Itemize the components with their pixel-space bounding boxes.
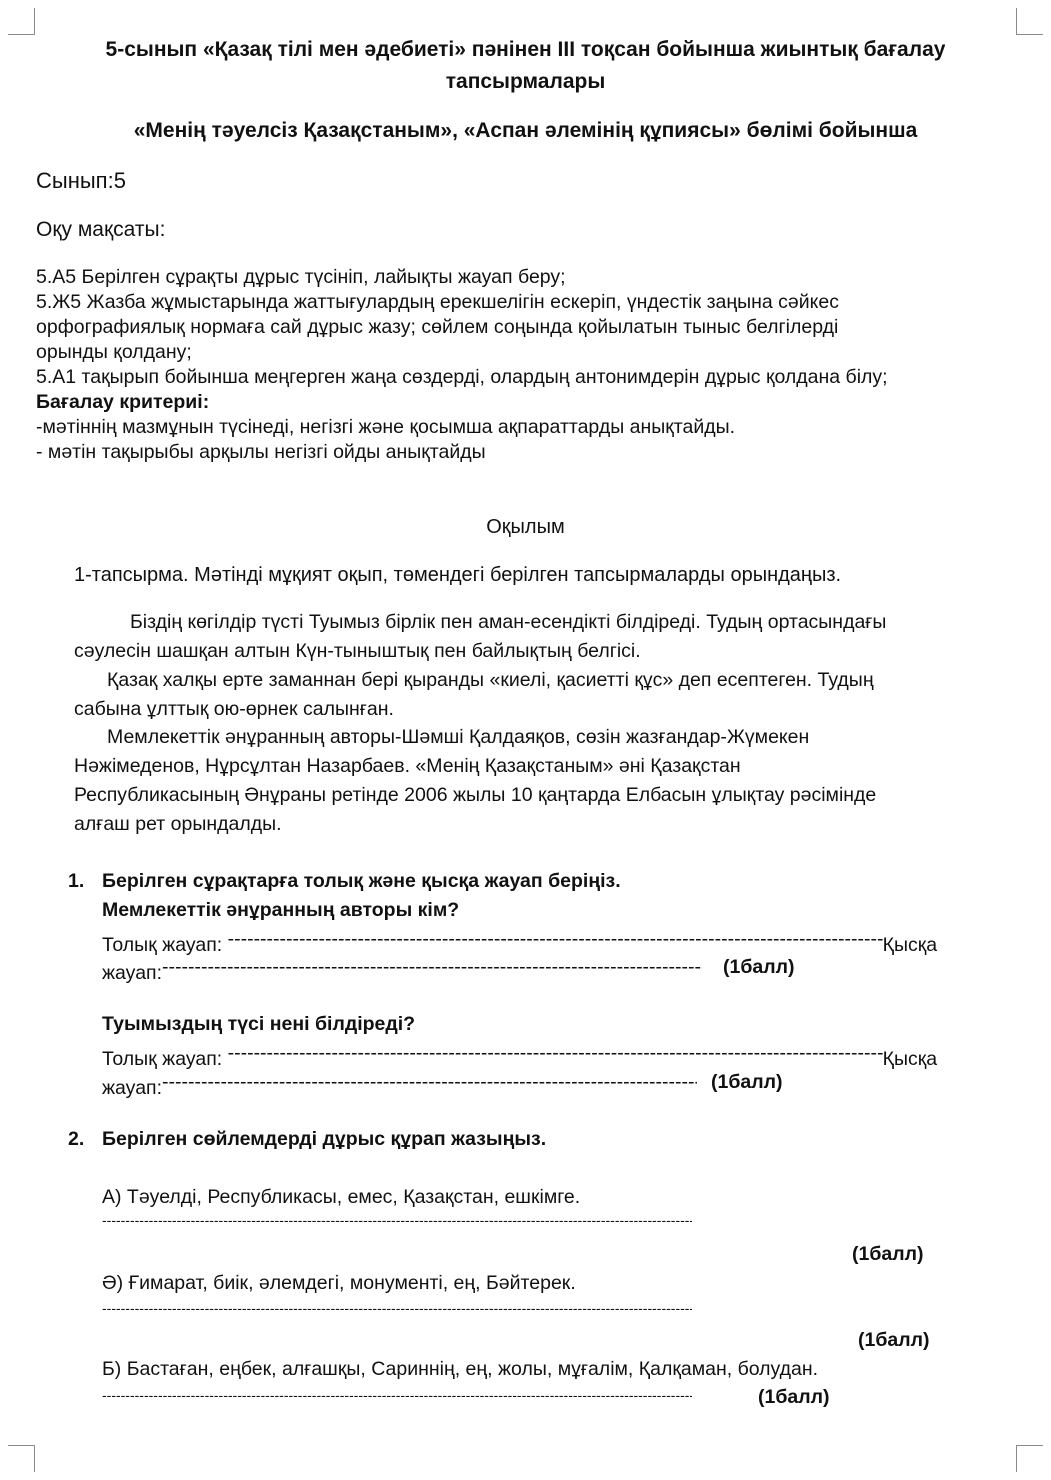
section-title: Оқылым xyxy=(486,516,565,538)
document-title-line1: 5-сынып «Қазақ тілі мен әдебиеті» пәнінен III тоқсан бойынша жиынтық бағалау xyxy=(105,38,946,61)
q2a-sentence: А) Тәуелді, Республикасы, емес, Қазақстан, ешкімге. xyxy=(102,1186,581,1208)
passage-line: Мемлекеттік әнұранның авторы-Шәмші Қалдаяқов, сөзін жазғандар-Жүмекен xyxy=(107,726,810,748)
short-answer-label: жауап: xyxy=(102,962,163,984)
q2a-answer-line xyxy=(102,1212,692,1231)
q2-number: 2. xyxy=(68,1128,85,1150)
answer-blank[interactable] xyxy=(102,1387,692,1403)
criteria-heading: Бағалау критериі: xyxy=(36,391,210,413)
short-answer-prefix: Қысқа xyxy=(882,934,938,956)
q1a-full-answer-line xyxy=(102,928,937,957)
q1-instruction: Берілген сұрақтарға толық және қысқа жауап беріңіз. xyxy=(102,870,621,892)
q1-number: 1. xyxy=(68,870,85,892)
q2c-answer-line xyxy=(102,1387,692,1406)
q1a-question: Мемлекеттік әнұранның авторы кім? xyxy=(102,899,460,921)
crop-mark-top-right xyxy=(1016,8,1043,35)
answer-blank[interactable] xyxy=(228,1042,883,1065)
passage-line: Біздің көгілдір түсті Туымыз бірлік пен аман-есендікті білдіреді. Тудың ортасындағы xyxy=(130,611,887,633)
goal-line: 5.А1 тақырып бойынша меңгерген жаңа сөздерді, олардың антонимдерін дұрыс қолдана білу; xyxy=(36,366,888,388)
task1-title: 1-тапсырма. Мәтінді мұқият оқып, төмендегі берілген тапсырмаларды орындаңыз. xyxy=(74,564,842,586)
q1a-short-answer-line xyxy=(102,956,702,985)
q2b-points: (1балл) xyxy=(858,1329,930,1351)
answer-blank[interactable] xyxy=(162,1071,697,1094)
crop-mark-bottom-right xyxy=(1016,1445,1043,1472)
q1b-points: (1балл) xyxy=(711,1071,783,1093)
document-subtitle: «Менің тәуелсіз Қазақстаным», «Аспан әлемінің құпиясы» бөлімі бойынша xyxy=(133,119,918,142)
goal-line: орынды қолдану; xyxy=(36,341,192,363)
crop-mark-top-left xyxy=(8,8,35,35)
q2c-sentence: Б) Бастаған, еңбек, алғашқы, Сариннің, ең, жолы, мұғалім, Қалқаман, болудан. xyxy=(102,1358,819,1380)
class-label: Сынып:5 xyxy=(36,168,126,193)
answer-blank[interactable] xyxy=(162,956,702,979)
passage-line: Республикасының Әнұраны ретінде 2006 жылы 10 қаңтарда Елбасын ұлықтау рәсімінде xyxy=(74,784,877,806)
short-answer-prefix: Қысқа xyxy=(882,1048,938,1070)
q1b-full-answer-line xyxy=(102,1042,937,1071)
passage-line: Қазақ халқы ерте заманнан бері қыранды «киелі, қасиетті құс» деп есептеген. Тудың xyxy=(107,669,874,691)
answer-blank[interactable] xyxy=(102,1212,692,1228)
full-answer-label: Толық жауап: xyxy=(102,1048,228,1070)
q2a-points: (1балл) xyxy=(852,1243,924,1265)
answer-blank[interactable] xyxy=(228,928,883,951)
goal-line: 5.А5 Берілген сұрақты дұрыс түсініп, лайықты жауап беру; xyxy=(36,266,566,288)
q1a-points: (1балл) xyxy=(723,956,795,978)
passage-line: сабына ұлттық ою-өрнек салынған. xyxy=(74,698,394,720)
q2b-answer-line xyxy=(102,1300,692,1319)
document-title-line2: тапсырмалары xyxy=(445,70,606,93)
crop-mark-bottom-left xyxy=(8,1445,35,1472)
short-answer-label: жауап: xyxy=(102,1077,163,1099)
passage-line: Нәжімеденов, Нұрсұлтан Назарбаев. «Менің Қазақстаным» әні Қазақстан xyxy=(74,755,741,777)
passage-line: сәулесін шашқан алтын Күн-тыныштық пен байлықтың белгісі. xyxy=(74,640,641,662)
goal-line: орфографиялық нормаға сай дұрыс жазу; сөйлем соңында қойылатын тыныс белгілерді xyxy=(36,316,839,338)
q1b-question: Туымыздың түсі нені білдіреді? xyxy=(102,1013,416,1035)
answer-blank[interactable] xyxy=(102,1300,692,1316)
criteria-line: - мәтін тақырыбы арқылы негізгі ойды анықтайды xyxy=(36,441,486,463)
q2c-points: (1балл) xyxy=(758,1386,830,1408)
full-answer-label: Толық жауап: xyxy=(102,934,228,956)
q2-instruction: Берілген сөйлемдерді дұрыс құрап жазыңыз. xyxy=(102,1128,547,1150)
criteria-line: -мәтіннің мазмұнын түсінеді, негізгі және қосымша ақпараттарды анықтайды. xyxy=(36,416,736,438)
passage-line: алғаш рет орындалды. xyxy=(74,813,282,835)
goals-heading: Оқу мақсаты: xyxy=(36,218,166,241)
q2b-sentence: Ә) Ғимарат, биік, әлемдегі, монументі, ең, Бәйтерек. xyxy=(102,1272,576,1294)
goal-line: 5.Ж5 Жазба жұмыстарында жаттығулардың ерекшелігін ескеріп, үндестік заңына сәйкес xyxy=(36,291,840,313)
q1b-short-answer-line xyxy=(102,1071,697,1100)
